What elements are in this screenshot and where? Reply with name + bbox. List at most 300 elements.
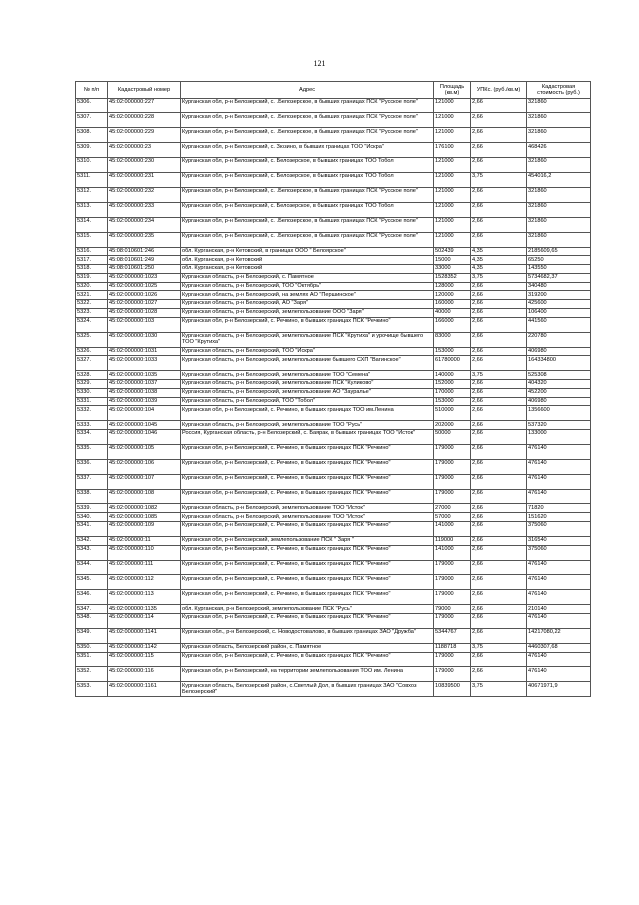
cell-cadastral-value: 525308 — [527, 371, 591, 380]
cell-cadastral-number: 45:02:000000:113 — [108, 590, 181, 605]
header-address: Адрес — [181, 82, 434, 99]
cell-address: Курганская обл, р-н Белозерский, землепользование ПСК " Заря " — [181, 536, 434, 545]
cell-area: 1188718 — [434, 643, 471, 652]
cell-number: 5336. — [76, 459, 108, 474]
cell-upks: 2,66 — [471, 282, 527, 291]
cell-number: 5319. — [76, 273, 108, 282]
table-row — [76, 291, 591, 300]
cell-cadastral-number: 45:02:000000:1030 — [108, 332, 181, 347]
cell-number: 5308. — [76, 128, 108, 143]
cell-address: Курганская обл, р-н Белозерский, с. Речкино, в бывших границах ПСК "Речкино" — [181, 560, 434, 575]
cell-number: 5349. — [76, 628, 108, 643]
cell-upks: 2,66 — [471, 536, 527, 545]
cell-upks: 2,66 — [471, 113, 527, 128]
cell-address: Курганская обл., р-н Белозерский, с. Новодостовалово, в бывших границах ЗАО "Дружба" — [181, 628, 434, 643]
cell-cadastral-value: 40671971,9 — [527, 682, 591, 697]
cell-number: 5353. — [76, 682, 108, 697]
cell-cadastral-value: 2185609,65 — [527, 247, 591, 256]
cell-cadastral-number: 45:02:000000:103 — [108, 317, 181, 332]
cell-address: Курганская область, р-н Белозерский, ТОО "Искра" — [181, 347, 434, 356]
table-row — [76, 187, 591, 202]
cell-cadastral-number: 45:02:000000:1026 — [108, 291, 181, 300]
cell-area: 202000 — [434, 421, 471, 430]
cell-cadastral-number: 45:02:000000:227 — [108, 98, 181, 113]
cell-address: Курганская область, р-н Белозерский, землепользование ПСК "Куликово" — [181, 379, 434, 388]
cell-address: Курганская обл, р-н Белозерский, с. Речкино, в бывших границах ПСК "Речкино" — [181, 652, 434, 667]
cell-upks: 2,66 — [471, 522, 527, 537]
header-cadastral-number: Кадастровый номер — [108, 82, 181, 99]
cell-cadastral-value: 406980 — [527, 397, 591, 406]
cell-cadastral-number: 45:02:000000:1141 — [108, 628, 181, 643]
cell-address: Курганская область, р-н Белозерский, землепользование ТОО "Исток" — [181, 504, 434, 513]
cell-upks: 2,66 — [471, 406, 527, 421]
table-row — [76, 202, 591, 217]
cell-address: Курганская обл, р-н Белозерский, с. Белозерское, в бывших границах ТОО Тобол — [181, 202, 434, 217]
cell-number: 5311. — [76, 173, 108, 188]
cell-upks: 2,66 — [471, 158, 527, 173]
cell-cadastral-number: 45:02:000000:228 — [108, 113, 181, 128]
cell-cadastral-number: 45:02:000000:1023 — [108, 273, 181, 282]
cell-cadastral-value: 321860 — [527, 98, 591, 113]
cell-number: 5348. — [76, 614, 108, 629]
table-row — [76, 504, 591, 513]
cell-address: Курганская область, р-н Белозерский, ТОО "Октябрь" — [181, 282, 434, 291]
table-row — [76, 682, 591, 697]
cell-number: 5339. — [76, 504, 108, 513]
cell-area: 153000 — [434, 347, 471, 356]
cell-cadastral-value: 321860 — [527, 187, 591, 202]
cell-upks: 3,75 — [471, 273, 527, 282]
cell-number: 5318. — [76, 265, 108, 274]
cell-area: 121000 — [434, 217, 471, 232]
cell-cadastral-value: 143550 — [527, 265, 591, 274]
table-row — [76, 421, 591, 430]
cell-area: 121000 — [434, 128, 471, 143]
cell-number: 5313. — [76, 202, 108, 217]
cell-address: Курганская обл, р-н Белозерский, с. Речкино, в бывших границах ПСК "Речкино" — [181, 459, 434, 474]
table-row — [76, 667, 591, 682]
cell-upks: 2,66 — [471, 430, 527, 445]
cell-cadastral-value: 71820 — [527, 504, 591, 513]
cell-upks: 2,66 — [471, 217, 527, 232]
table-row — [76, 388, 591, 397]
cell-cadastral-value: 406980 — [527, 347, 591, 356]
cell-number: 5345. — [76, 575, 108, 590]
cell-number: 5309. — [76, 143, 108, 158]
table-row — [76, 317, 591, 332]
cell-area: 15000 — [434, 256, 471, 265]
cell-address: Курганская область, р-н Белозерский, землепользование бывшего СХП "Вагинское" — [181, 356, 434, 371]
cell-upks: 2,66 — [471, 187, 527, 202]
cell-number: 5323. — [76, 308, 108, 317]
cell-upks: 2,66 — [471, 590, 527, 605]
cell-upks: 2,66 — [471, 513, 527, 522]
cell-address: Курганская обл, р-н Белозерский, с. Речкино, в бывших границах ПСК "Речкино" — [181, 522, 434, 537]
cell-area: 57000 — [434, 513, 471, 522]
cell-upks: 2,66 — [471, 459, 527, 474]
cell-number: 5343. — [76, 545, 108, 560]
cell-area: 83000 — [434, 332, 471, 347]
cell-area: 141000 — [434, 545, 471, 560]
table-row — [76, 406, 591, 421]
cell-cadastral-number: 45:02:000000:109 — [108, 522, 181, 537]
cell-area: 140000 — [434, 371, 471, 380]
cell-area: 10839500 — [434, 682, 471, 697]
cell-number: 5314. — [76, 217, 108, 232]
cell-cadastral-value: 452200 — [527, 388, 591, 397]
cell-cadastral-value: 454016,2 — [527, 173, 591, 188]
cell-area: 179000 — [434, 652, 471, 667]
cell-cadastral-number: 45:02:000000:1135 — [108, 605, 181, 614]
cell-number: 5340. — [76, 513, 108, 522]
table-row — [76, 575, 591, 590]
cell-cadastral-value: 164334800 — [527, 356, 591, 371]
cell-address: Курганская область, р-н Белозерский, землепользование ТОО "Семена" — [181, 371, 434, 380]
cell-upks: 2,66 — [471, 444, 527, 459]
cell-area: 179000 — [434, 590, 471, 605]
cell-area: 141000 — [434, 522, 471, 537]
cell-address: Курганская область, р-н Белозерский, землепользование ООО "Заря" — [181, 308, 434, 317]
cell-area: 1528352 — [434, 273, 471, 282]
table-row — [76, 98, 591, 113]
cell-address: Россия, Курганская область, р-н Белозерский, с. Баярак, в бывших границах ТОО "Исток" — [181, 430, 434, 445]
cell-number: 5306. — [76, 98, 108, 113]
cell-upks: 2,66 — [471, 128, 527, 143]
cell-number: 5331. — [76, 397, 108, 406]
cell-address: Курганская обл, р-н Белозерский, с. Речкино, в бывших границах ПСК "Речкино" — [181, 545, 434, 560]
cell-cadastral-value: 316540 — [527, 536, 591, 545]
cell-cadastral-number: 45:02:000000:1161 — [108, 682, 181, 697]
cell-area: 27000 — [434, 504, 471, 513]
cell-address: Курганская обл, р-н Белозерский, с. Белозерское, в бывших границах ТОО Тобол — [181, 158, 434, 173]
cell-area: 5344767 — [434, 628, 471, 643]
cell-cadastral-value: 468426 — [527, 143, 591, 158]
cell-cadastral-number: 45:02:000000:23 — [108, 143, 181, 158]
cell-area: 179000 — [434, 560, 471, 575]
cell-number: 5326. — [76, 347, 108, 356]
cell-cadastral-value: 476140 — [527, 667, 591, 682]
cell-upks: 2,66 — [471, 143, 527, 158]
cell-cadastral-value: 375060 — [527, 522, 591, 537]
table-row — [76, 643, 591, 652]
cell-area: 153000 — [434, 397, 471, 406]
cell-cadastral-value: 4460307,68 — [527, 643, 591, 652]
cell-cadastral-number: 45:02:000000:1027 — [108, 300, 181, 309]
cell-upks: 2,66 — [471, 291, 527, 300]
cell-cadastral-value: 404320 — [527, 379, 591, 388]
cell-cadastral-number: 45:02:000000:1085 — [108, 513, 181, 522]
table-row — [76, 459, 591, 474]
cell-address: Курганская обл, р-н Белозерский, с. Речкино, в бывших границах ПСК "Речкино" — [181, 590, 434, 605]
cell-address: Курганская обл, р-н Белозерский, на территории землепользования ТОО им. Ленина — [181, 667, 434, 682]
cell-number: 5330. — [76, 388, 108, 397]
cell-cadastral-value: 321860 — [527, 232, 591, 247]
cell-area: 121000 — [434, 187, 471, 202]
header-cadastral-value: Кадастровая стоимость (руб.) — [527, 82, 591, 99]
cell-area: 510000 — [434, 406, 471, 421]
header-number: № п/п — [76, 82, 108, 99]
cell-address: Курганская область, р-н Белозерский, землепользование ТОО "Русь" — [181, 421, 434, 430]
cell-address: Курганская область, Белозерский район, с.Светлый Дол, в бывших границах ЗАО "Совхоз Белозерский" — [181, 682, 434, 697]
cell-cadastral-number: 45:02:000000:116 — [108, 667, 181, 682]
cell-cadastral-value: 476140 — [527, 614, 591, 629]
table-row — [76, 143, 591, 158]
cell-address: Курганская обл, р-н Белозерский, с. .Белозерское, в бывших границах ПСК "Русское поле" — [181, 128, 434, 143]
cell-number: 5328. — [76, 371, 108, 380]
cell-cadastral-value: 537320 — [527, 421, 591, 430]
cell-cadastral-number: 45:02:000000:1045 — [108, 421, 181, 430]
cell-cadastral-number: 45:02:000000:110 — [108, 545, 181, 560]
cell-address: Курганская обл, р-н Белозерский, с. .Белозерское, в бывших границах ПСК "Русское поле" — [181, 113, 434, 128]
table-header — [76, 82, 591, 99]
table-row — [76, 652, 591, 667]
table-row — [76, 256, 591, 265]
cell-cadastral-value: 476140 — [527, 560, 591, 575]
cell-area: 179000 — [434, 474, 471, 489]
cell-cadastral-value: 210140 — [527, 605, 591, 614]
cell-address: Курганская обл, р-н Белозерский, с. .Белозерское, в бывших границах ПСК "Русское поле" — [181, 98, 434, 113]
cell-upks: 3,75 — [471, 173, 527, 188]
cell-cadastral-value: 441560 — [527, 317, 591, 332]
cell-number: 5344. — [76, 560, 108, 575]
cell-number: 5312. — [76, 187, 108, 202]
cell-number: 5317. — [76, 256, 108, 265]
header-area: Площадь (кв.м) — [434, 82, 471, 99]
cell-cadastral-number: 45:02:000000:1031 — [108, 347, 181, 356]
cell-area: 50000 — [434, 430, 471, 445]
cell-cadastral-value: 476140 — [527, 652, 591, 667]
cell-upks: 2,66 — [471, 504, 527, 513]
table-row — [76, 308, 591, 317]
cell-cadastral-number: 45:02:000000:105 — [108, 444, 181, 459]
cell-number: 5338. — [76, 489, 108, 504]
cell-cadastral-value: 476140 — [527, 474, 591, 489]
cell-area: 179000 — [434, 614, 471, 629]
cell-upks: 2,66 — [471, 232, 527, 247]
cell-address: Курганская обл, р-н Белозерский, с. Белозерское, в бывших границах ТОО Тобол — [181, 173, 434, 188]
cell-cadastral-value: 476140 — [527, 444, 591, 459]
cell-upks: 2,66 — [471, 614, 527, 629]
cell-upks: 3,75 — [471, 371, 527, 380]
cell-upks: 2,66 — [471, 308, 527, 317]
cell-address: Курганская обл, р-н Белозерский, с. Речкино, в бывших границах ТОО им.Ленина — [181, 406, 434, 421]
cell-number: 5346. — [76, 590, 108, 605]
cell-cadastral-value: 321860 — [527, 217, 591, 232]
table-row — [76, 282, 591, 291]
cell-address: Курганская область, р-н Белозерский, землепользование ПСК "Крутиха" и урочище бывшего ТОО "Крутиха" — [181, 332, 434, 347]
cell-number: 5315. — [76, 232, 108, 247]
cell-address: Курганская обл, р-н Белозерский, с. Речкино, в бывших границах ПСК "Речкино" — [181, 614, 434, 629]
cell-area: 121000 — [434, 158, 471, 173]
cell-area: 179000 — [434, 489, 471, 504]
table-row — [76, 522, 591, 537]
cell-number: 5347. — [76, 605, 108, 614]
cell-cadastral-value: 14217080,22 — [527, 628, 591, 643]
cell-upks: 2,66 — [471, 667, 527, 682]
cell-area: 179000 — [434, 444, 471, 459]
table-row — [76, 536, 591, 545]
cell-area: 120000 — [434, 291, 471, 300]
cell-address: Курганская обл, р-н Белозерский, с. Речкино, в бывших границах ПСК "Речкино" — [181, 489, 434, 504]
cell-cadastral-number: 45:02:000000:1046 — [108, 430, 181, 445]
cell-area: 179000 — [434, 459, 471, 474]
cell-number: 5333. — [76, 421, 108, 430]
cell-cadastral-value: 476140 — [527, 590, 591, 605]
cell-number: 5334. — [76, 430, 108, 445]
cell-upks: 2,66 — [471, 332, 527, 347]
cell-upks: 2,66 — [471, 397, 527, 406]
cell-address: Курганская обл, р-н Белозерский, с. Речкино, в бывших границах ПСК "Речкино" — [181, 575, 434, 590]
cell-number: 5337. — [76, 474, 108, 489]
cell-cadastral-value: 476140 — [527, 459, 591, 474]
cell-number: 5324. — [76, 317, 108, 332]
cell-upks: 2,66 — [471, 317, 527, 332]
cell-address: Курганская обл, р-н Белозерский, с. Зюзино, в бывших границах ТОО "Искра" — [181, 143, 434, 158]
cell-area: 160000 — [434, 300, 471, 309]
table-row — [76, 113, 591, 128]
cell-upks: 2,66 — [471, 628, 527, 643]
cell-area: 176100 — [434, 143, 471, 158]
cell-number: 5351. — [76, 652, 108, 667]
cell-number: 5341. — [76, 522, 108, 537]
cell-cadastral-number: 45:02:000000:234 — [108, 217, 181, 232]
cell-number: 5332. — [76, 406, 108, 421]
cell-cadastral-value: 220780 — [527, 332, 591, 347]
table-row — [76, 347, 591, 356]
cell-area: 121000 — [434, 232, 471, 247]
table-row — [76, 444, 591, 459]
table-row — [76, 265, 591, 274]
table-row — [76, 590, 591, 605]
cell-number: 5310. — [76, 158, 108, 173]
table-row — [76, 628, 591, 643]
cell-address: Курганская область, р-н Белозерский, землепользование ТОО "Исток" — [181, 513, 434, 522]
header-row — [76, 82, 591, 99]
cell-address: обл. Курганская, р-н Кетовский — [181, 256, 434, 265]
table-row — [76, 605, 591, 614]
cell-cadastral-number: 45:02:000000:107 — [108, 474, 181, 489]
cell-cadastral-number: 45:02:000000:1037 — [108, 379, 181, 388]
cell-cadastral-number: 45:02:000000:233 — [108, 202, 181, 217]
table-row — [76, 430, 591, 445]
cell-number: 5307. — [76, 113, 108, 128]
page-number: 121 — [313, 59, 326, 68]
table-row — [76, 158, 591, 173]
cell-address: Курганская обл, р-н Белозерский, с. .Белозерское, в бывших границах ПСК "Русское поле" — [181, 232, 434, 247]
cell-cadastral-value: 425600 — [527, 300, 591, 309]
cell-cadastral-value: 321860 — [527, 158, 591, 173]
cell-upks: 2,66 — [471, 545, 527, 560]
cell-cadastral-number: 45:02:000000:231 — [108, 173, 181, 188]
cell-upks: 2,66 — [471, 474, 527, 489]
cell-cadastral-value: 340480 — [527, 282, 591, 291]
cell-cadastral-number: 45:02:000000:1028 — [108, 308, 181, 317]
cell-number: 5335. — [76, 444, 108, 459]
cell-cadastral-number: 45:02:000000:1039 — [108, 397, 181, 406]
cell-area: 166000 — [434, 317, 471, 332]
cell-upks: 2,66 — [471, 489, 527, 504]
cell-area: 121000 — [434, 98, 471, 113]
table-row — [76, 247, 591, 256]
cell-cadastral-value: 65250 — [527, 256, 591, 265]
cell-cadastral-number: 45:08:010601:250 — [108, 265, 181, 274]
cell-upks: 4,35 — [471, 256, 527, 265]
table-row — [76, 489, 591, 504]
cell-address: Курганская обл, р-н Белозерский, с. .Белозерское, в бывших границах ПСК "Русское поле" — [181, 217, 434, 232]
cell-address: обл. Курганская, р-н Кетовский, в границах ООО " Белоярское" — [181, 247, 434, 256]
cell-cadastral-number: 45:08:010601:249 — [108, 256, 181, 265]
cell-address: Курганская область, р-н Белозерский, землепользование АО "Зауралье" — [181, 388, 434, 397]
cell-address: Курганская обл, р-н Белозерский, с. Речкино, в бывших границах ПСК "Речкино" — [181, 444, 434, 459]
table-row — [76, 356, 591, 371]
cell-cadastral-number: 45:02:000000:1038 — [108, 388, 181, 397]
cell-number: 5316. — [76, 247, 108, 256]
cell-address: Курганская область, р-н Белозерский, АО "Заря" — [181, 300, 434, 309]
cell-upks: 2,66 — [471, 421, 527, 430]
cell-number: 5320. — [76, 282, 108, 291]
cell-cadastral-value: 476140 — [527, 575, 591, 590]
cell-address: Курганская обл, р-н Белозерский, с. Речкино, в бывших границах ПСК "Речкино" — [181, 317, 434, 332]
cell-upks: 4,35 — [471, 247, 527, 256]
cell-address: обл. Курганская, р-н Белозерский, землепользование ПСК "Русь" — [181, 605, 434, 614]
cell-number: 5329. — [76, 379, 108, 388]
cell-address: Курганская область, р-н Белозерский, на землях АО "Першинское" — [181, 291, 434, 300]
cell-cadastral-number: 45:02:000000:232 — [108, 187, 181, 202]
cell-upks: 2,66 — [471, 356, 527, 371]
cell-upks: 2,66 — [471, 605, 527, 614]
cell-upks: 3,75 — [471, 643, 527, 652]
cell-number: 5352. — [76, 667, 108, 682]
table-row — [76, 474, 591, 489]
table-row — [76, 300, 591, 309]
cell-upks: 2,66 — [471, 652, 527, 667]
cell-cadastral-number: 45:02:000000:230 — [108, 158, 181, 173]
cell-area: 33000 — [434, 265, 471, 274]
table-row — [76, 232, 591, 247]
cell-cadastral-number: 45:02:000000:104 — [108, 406, 181, 421]
cell-cadastral-number: 45:02:000000:1033 — [108, 356, 181, 371]
cell-upks: 2,66 — [471, 575, 527, 590]
cell-cadastral-number: 45:08:010601:246 — [108, 247, 181, 256]
cell-area: 61780000 — [434, 356, 471, 371]
table-row — [76, 128, 591, 143]
cell-upks: 2,66 — [471, 560, 527, 575]
cell-cadastral-number: 45:02:000000:1025 — [108, 282, 181, 291]
table-row — [76, 173, 591, 188]
table-row — [76, 217, 591, 232]
cell-cadastral-value: 151620 — [527, 513, 591, 522]
cell-cadastral-number: 45:02:000000:108 — [108, 489, 181, 504]
cell-cadastral-number: 45:02:000000:114 — [108, 614, 181, 629]
table-row — [76, 545, 591, 560]
cell-upks: 2,66 — [471, 347, 527, 356]
table-row — [76, 273, 591, 282]
cell-number: 5342. — [76, 536, 108, 545]
cell-cadastral-number: 45:02:000000:235 — [108, 232, 181, 247]
cell-number: 5321. — [76, 291, 108, 300]
cell-upks: 2,66 — [471, 300, 527, 309]
cell-area: 179000 — [434, 667, 471, 682]
cell-cadastral-value: 375060 — [527, 545, 591, 560]
cell-cadastral-number: 45:02:000000:1035 — [108, 371, 181, 380]
cell-cadastral-value: 321860 — [527, 202, 591, 217]
cell-area: 170000 — [434, 388, 471, 397]
cell-address: Курганская обл, р-н Белозерский, с. Речкино, в бывших границах ПСК "Речкино" — [181, 474, 434, 489]
header-upks: УПКс. (руб./кв.м) — [471, 82, 527, 99]
cell-cadastral-number: 45:02:000000:111 — [108, 560, 181, 575]
cell-address: Курганская обл, р-н Белозерский, с. .Белозерское, в бывших границах ПСК "Русское поле" — [181, 187, 434, 202]
cadastral-table — [75, 81, 591, 697]
